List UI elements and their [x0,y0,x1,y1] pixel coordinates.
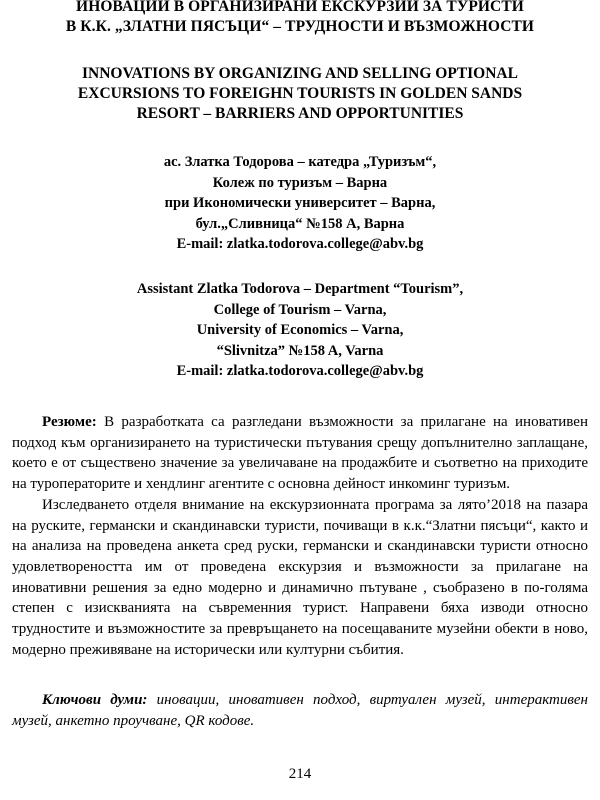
abstract-paragraph-2: Изследването отделя внимание на екскурзионната програма за лято’2018 на пазара на руските, германски и скандинавски туристи, почиващи в к.к.“Златни пясъци“, както и на анализа на проведена анкета сред руски, германски и скандинавски туристи относно удовлетвореността им от проведена екскурзия и възможности за прилагане на иновативни решения за едно модерно и динамично пътуване , съобразено в по-голяма степен с изискванията на съвременния турист. Направени бяха изводи относно трудностите и възможностите за превръщането на посещаваните музейни обекти в ново, модерно преживяване на исторически или културни събития. [12,496,588,658]
author-bg-line-2: Колеж по туризъм – Варна [212,174,388,191]
abstract-paragraph-1 [12,412,588,495]
keywords-text: иновации, иновативен подход, виртуален музей, интерактивен музей, анкетно проучване, QR кодове. [12,692,588,729]
keywords-paragraph [12,690,588,731]
author-bg-line-1: ас. Златка Тодорова – катедра „Туризъм“, [163,154,437,170]
author-bg-email: E-mail: zlatka.todorova.college@abv.bg [176,236,424,252]
keywords-label: Ключови думи: [42,692,148,708]
title-en-line-3: RESORT – BARRIERS AND OPPORTUNITIES [136,105,464,122]
author-bg-line-4: бул.„Сливница“ №158 А, Варна [195,215,405,232]
title-bg-line-2: В К.К. „ЗЛАТНИ ПЯСЪЦИ“ – ТРУДНОСТИ И ВЪЗМОЖНОСТИ [65,18,535,35]
author-bg-line-3: при Икономически университет – Варна, [164,195,436,211]
author-en-line-3: University of Economics – Varna, [196,322,404,338]
page-number: 214 [288,766,312,782]
title-bulgarian [10,0,590,37]
author-en-line-4: “Slivnitza” №158 A, Varna [216,342,384,359]
abstract-label: Резюме: [42,414,97,430]
title-en-line-1: INNOVATIONS BY ORGANIZING AND SELLING OPTIONAL [82,65,518,82]
abstract-text-1: В разработката са разгледани възможности за прилагане на иновативен подход към организирането на туристически пътувания срещу допълнително заплащане, което е от съществено значение за увеличаване на продажбите и съответно на приходите на туроператорите и хендлинг агентите с основна дейност инкоминг туризъм. [12,414,588,493]
title-english [20,64,580,124]
author-en-line-1: Assistant Zlatka Todorova – Department “Tourism”, [136,281,464,297]
author-en-line-2: College of Tourism – Varna, [213,301,387,318]
author-info-english [60,279,540,382]
keywords [12,690,588,731]
author-info-bulgarian [60,152,540,255]
author-en-email: E-mail: zlatka.todorova.college@abv.bg [176,363,424,379]
abstract [12,412,588,660]
title-bg-line-1: ИНОВАЦИИ В ОРГАНИЗИРАНИ ЕКСКУРЗИИ ЗА ТУРИСТИ [76,0,524,15]
title-en-line-2: EXCURSIONS TO FOREIGHN TOURISTS IN GOLDEN SANDS [77,85,523,102]
